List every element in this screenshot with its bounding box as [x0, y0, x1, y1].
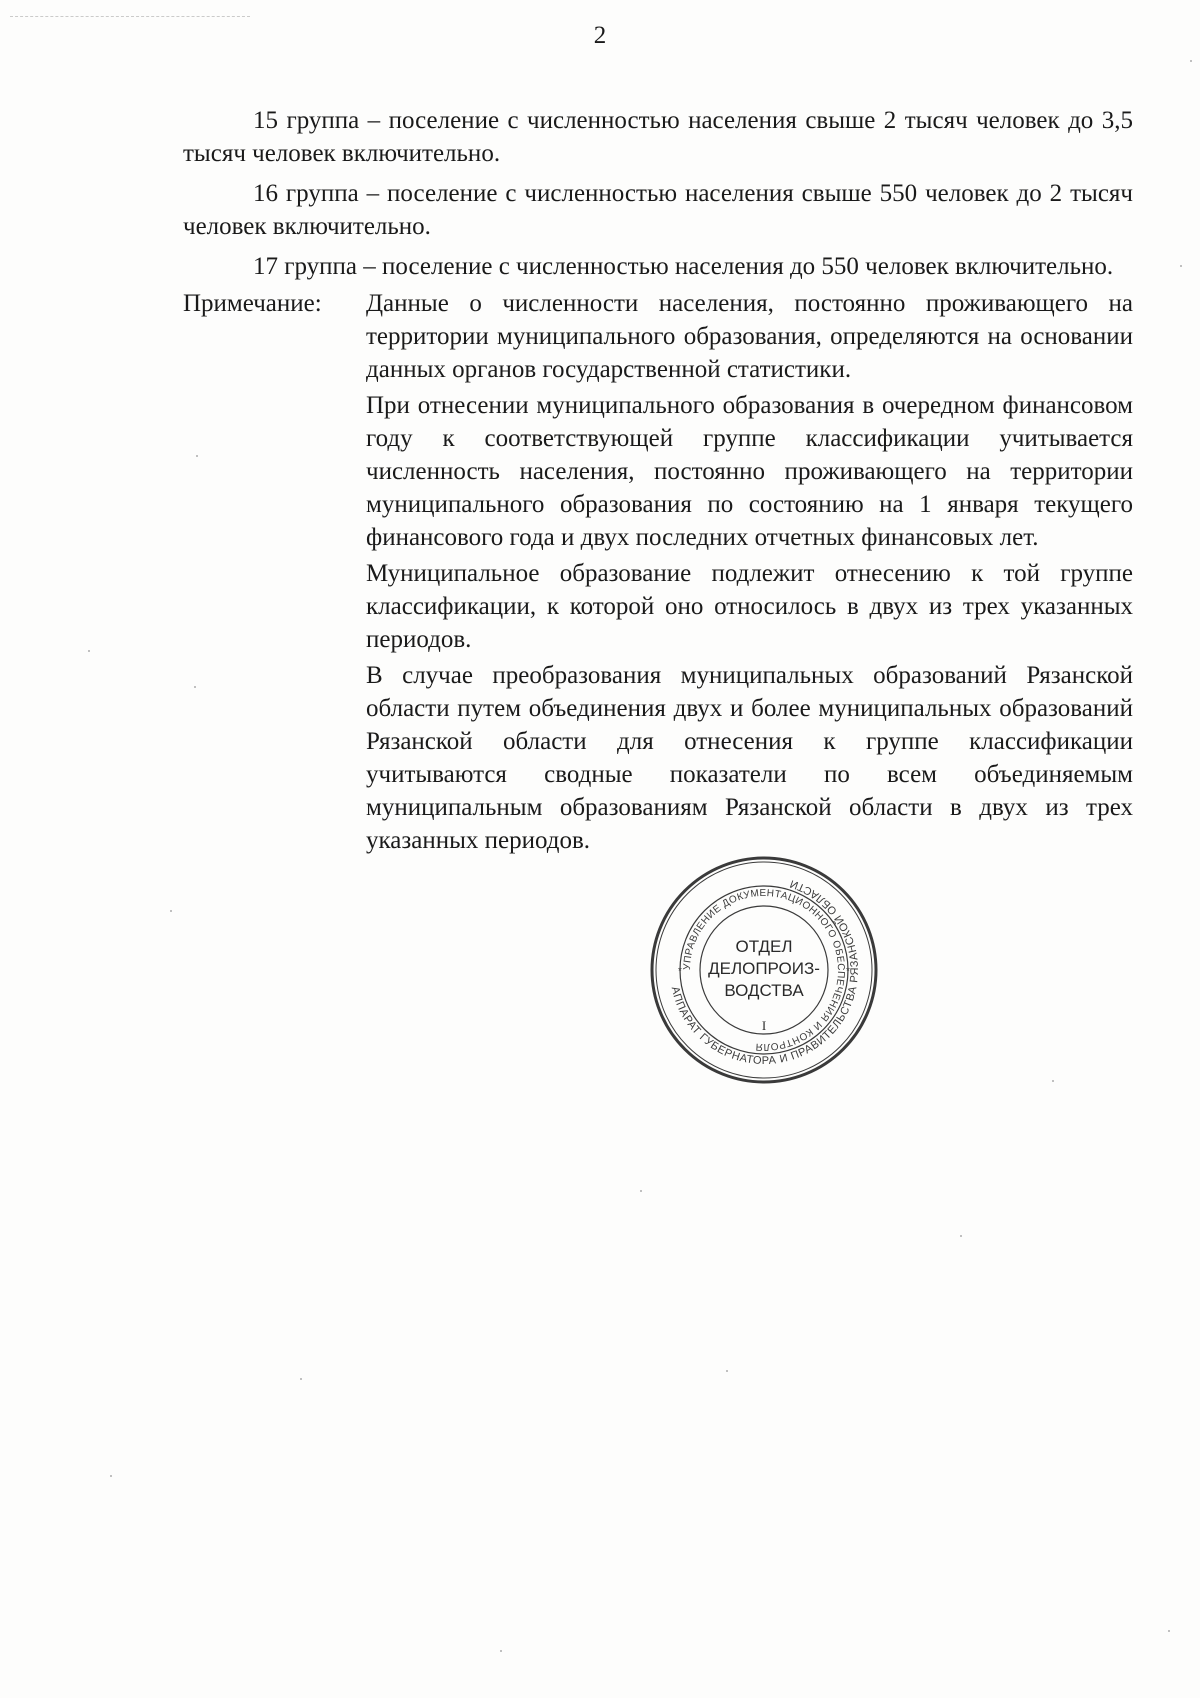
- group-15-paragraph: 15 группа – поселение с численностью населения свыше 2 тысяч человек до 3,5 тысяч человек включительно.: [183, 107, 1133, 167]
- scan-speck: [110, 1475, 112, 1477]
- scan-speck: [500, 1650, 502, 1652]
- group-17-paragraph: 17 группа – поселение с численностью населения до 550 человек включительно.: [253, 253, 1114, 280]
- note-block: [183, 287, 1133, 860]
- scan-speck: [88, 650, 90, 652]
- scan-speck: [1168, 1630, 1170, 1632]
- seal-graphic: [646, 852, 882, 1088]
- scan-speck: [1190, 60, 1192, 62]
- document-body: [183, 104, 1133, 860]
- note-body: [366, 287, 1133, 860]
- scan-speck: [194, 686, 196, 688]
- scan-speck: [1052, 1080, 1054, 1082]
- seal-star-right: *: [846, 966, 850, 977]
- note-label: Примечание:: [183, 290, 322, 317]
- scan-speck: [726, 1370, 728, 1372]
- note-paragraph: При отнесении муниципального образования в очередном финансовом году к соответствующей группе классификации учитывается численность населения, постоянно проживающего на территории муниципального образования по состоянию на 1 января текущего финансового года и двух последних отчетных финансовых лет.: [366, 392, 1133, 551]
- scan-speck: [196, 455, 198, 457]
- scan-speck: [170, 910, 172, 912]
- note-paragraph: В случае преобразования муниципальных образований Рязанской области путем объединения двух и более муниципальных образований Рязанской области для отнесения к группе классификации учитываются сводные показатели по всем объединяемым муниципальным образованиям Рязанской области в двух из трех указанных периодов.: [366, 662, 1133, 854]
- group-16-paragraph: 16 группа – поселение с численностью населения свыше 550 человек до 2 тысяч человек включительно.: [183, 180, 1133, 240]
- seal-number: I: [761, 1018, 767, 1033]
- scan-speck: [1180, 265, 1182, 267]
- note-paragraph: Данные о численности населения, постоянно проживающего на территории муниципального образования, определяются на основании данных органов государственной статистики.: [366, 290, 1133, 383]
- page-number: 2: [593, 22, 607, 49]
- scan-speck: [300, 1378, 302, 1380]
- seal-center-line-1: ОТДЕЛ: [735, 937, 793, 956]
- scan-edge-mark: [10, 16, 250, 18]
- scan-speck: [960, 1235, 962, 1237]
- seal-center-line-2: ДЕЛОПРОИЗ-: [708, 959, 820, 978]
- seal-inner-text: УПРАВЛЕНИЕ ДОКУМЕНТАЦИОННОГО ОБЕСПЕЧЕНИЯ И КОНТРОЛЯ: [681, 887, 847, 1053]
- seal-outer-text: АППАРАТ ГУБЕРНАТОРА И ПРАВИТЕЛЬСТВА РЯЗАНСКОЙ ОБЛАСТИ: [668, 877, 862, 1068]
- seal-center-line-3: ВОДСТВА: [724, 981, 804, 1000]
- note-paragraph: Муниципальное образование подлежит отнесению к той группе классификации, к которой оно относилось в двух из трех указанных периодов.: [366, 560, 1133, 653]
- office-seal-stamp: [646, 852, 882, 1088]
- scan-speck: [640, 1190, 642, 1192]
- seal-star-left: *: [678, 966, 682, 977]
